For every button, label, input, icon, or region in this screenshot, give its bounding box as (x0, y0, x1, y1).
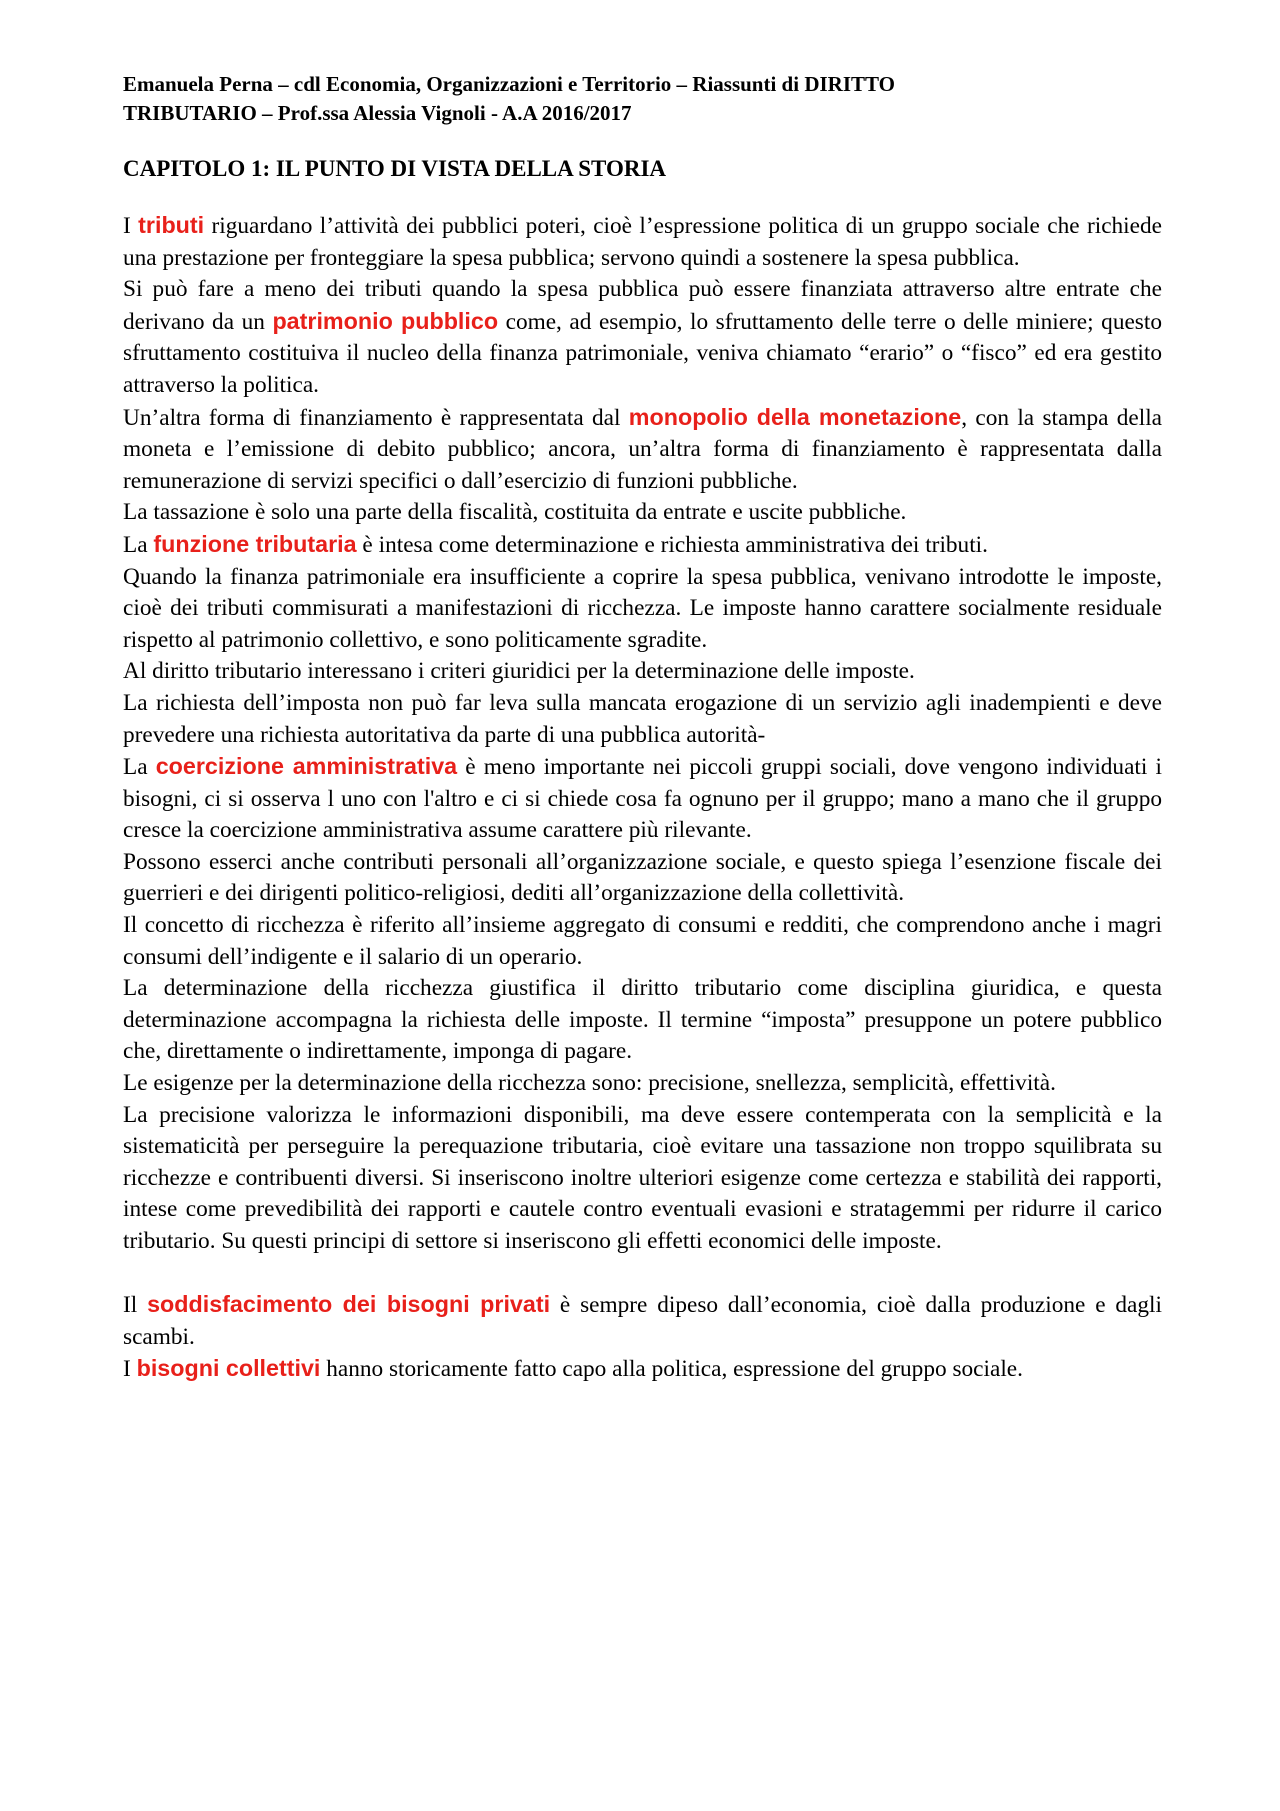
text-run: riguardano l’attività dei pubblici poteri, cioè l’espressione politica di un gruppo sociale che richiede una prestazione per fronteggiare la spesa pubblica; servono quindi a sostenere la spesa pubblica. (123, 213, 1162, 271)
text-run: è intesa come determinazione e richiesta amministrativa dei tributi. (356, 531, 988, 558)
chapter-title: CAPITOLO 1: IL PUNTO DI VISTA DELLA STORIA (123, 156, 667, 181)
keyword-bisogni-collettivi: bisogni collettivi (136, 1355, 321, 1382)
text-run: I (123, 1356, 137, 1383)
paragraph-finanza-patrimoniale: Quando la finanza patrimoniale era insufficiente a coprire la spesa pubblica, venivano introdotte le imposte, cioè dei tributi commisurati a manifestazioni di ricchezza. Le imposte hanno carattere socialmente residuale rispetto al patrimonio collettivo, e sono politicamente sgradite. (123, 563, 1162, 653)
paragraph-bisogni-collettivi (123, 1353, 1162, 1386)
text-run: La (123, 754, 156, 781)
text-run: è meno importante nei piccoli gruppi sociali, dove vengono individuati i bisogni, ci si osserva l uno con l'altro e ci si chiede cosa fa ognuno per il gruppo; mano a mano che il gruppo cresce la coercizione amministrativa assume carattere più rilevante. (123, 754, 1162, 844)
text-run: è sempre dipeso dall’economia, cioè dalla produzione e dagli scambi. (123, 1292, 1162, 1350)
keyword-funzione-tributaria: funzione tributaria (153, 530, 357, 557)
keyword-tributi: tributi (138, 212, 205, 238)
document-body (123, 210, 1162, 1386)
text-run: Il (123, 1292, 148, 1319)
paragraph-patrimonio-pubblico (123, 274, 1162, 401)
paragraph-contributi-personali: Possono esserci anche contributi personali all’organizzazione sociale, e questo spiega l’esenzione fiscale dei guerrieri e dei dirigenti politico-religiosi, dediti all’organizzazione della collettività. (123, 848, 1162, 907)
header-line-2: TRIBUTARIO – Prof.ssa Alessia Vignoli - A.A 2016/2017 (123, 101, 632, 125)
text-run: come, ad esempio, lo sfruttamento delle terre o delle miniere; questo sfruttamento costituiva il nucleo della finanza patrimoniale, veniva chiamato “erario” o “fisco” ed era gestito attraverso la politica. (123, 308, 1162, 398)
keyword-soddisfacimento-bisogni-privati: soddisfacimento dei bisogni privati (147, 1291, 551, 1318)
paragraph-funzione-tributaria (123, 529, 1162, 562)
keyword-monopolio-della-monetazione: monopolio della monetazione (628, 403, 962, 430)
text-run: I (123, 213, 139, 239)
text-run: Si può fare a meno dei tributi quando la spesa pubblica può essere finanziata attraverso altre entrate che derivano da un (123, 276, 1162, 335)
header-line-1: Emanuela Perna – cdl Economia, Organizzazioni e Territorio – Riassunti di DIRITTO (123, 72, 895, 96)
paragraph-precisione: La precisione valorizza le informazioni disponibili, ma deve essere contemperata con la semplicità e la sistematicità per perseguire la perequazione tributaria, cioè evitare una tassazione non troppo squilibrata su ricchezze e contribuenti diversi. Si inseriscono inoltre ulteriori esigenze come certezza e stabilità dei rapporti, intese come prevedibilità dei rapporti e cautele contro eventuali evasioni e stratagemmi per ridurre il carico tributario. Su questi principi di settore si inseriscono gli effetti economici delle imposte. (123, 1101, 1162, 1254)
paragraph-tassazione: La tassazione è solo una parte della fiscalità, costituita da entrate e uscite pubbliche. (123, 499, 907, 526)
text-run: hanno storicamente fatto capo alla politica, espressione del gruppo sociale. (320, 1356, 1023, 1383)
paragraph-criteri-giuridici: Al diritto tributario interessano i criteri giuridici per la determinazione delle imposte. (123, 658, 915, 685)
keyword-patrimonio-pubblico: patrimonio pubblico (272, 307, 499, 334)
paragraph-determinazione-ricchezza: La determinazione della ricchezza giustifica il diritto tributario come disciplina giuridica, e questa determinazione accompagna la richiesta delle imposte. Il termine “imposta” presuppone un potere pubblico che, direttamente o indirettamente, imponga di pagare. (123, 975, 1162, 1065)
text-run: , con la stampa della moneta e l’emissione di debito pubblico; ancora, un’altra forma di finanziamento è rappresentata dalla remunerazione di servizi specifici o dall’esercizio di funzioni pubbliche. (123, 404, 1163, 494)
text-run: La (123, 531, 154, 558)
paragraph-monopolio-monetazione (123, 402, 1162, 498)
text-run: Un’altra forma di finanziamento è rappresentata dal (123, 404, 629, 431)
paragraph-concetto-ricchezza: Il concetto di ricchezza è riferito all’insieme aggregato di consumi e redditi, che comprendono anche i magri consumi dell’indigente e il salario di un operario. (123, 912, 1162, 970)
document-header (123, 70, 1162, 128)
paragraph-tributi (123, 210, 1162, 274)
paragraph-bisogni-privati (123, 1289, 1162, 1353)
paragraph-spacer (123, 1258, 1162, 1290)
paragraph-coercizione-amministrativa (123, 751, 1162, 847)
keyword-coercizione-amministrativa: coercizione amministrativa (155, 753, 458, 780)
paragraph-richiesta-imposta: La richiesta dell’imposta non può far leva sulla mancata erogazione di un servizio agli inadempienti e deve prevedere una richiesta autoritativa da parte di una pubblica autorità- (123, 689, 1162, 748)
paragraph-esigenze: Le esigenze per la determinazione della ricchezza sono: precisione, snellezza, semplicità, effettività. (123, 1070, 1056, 1097)
